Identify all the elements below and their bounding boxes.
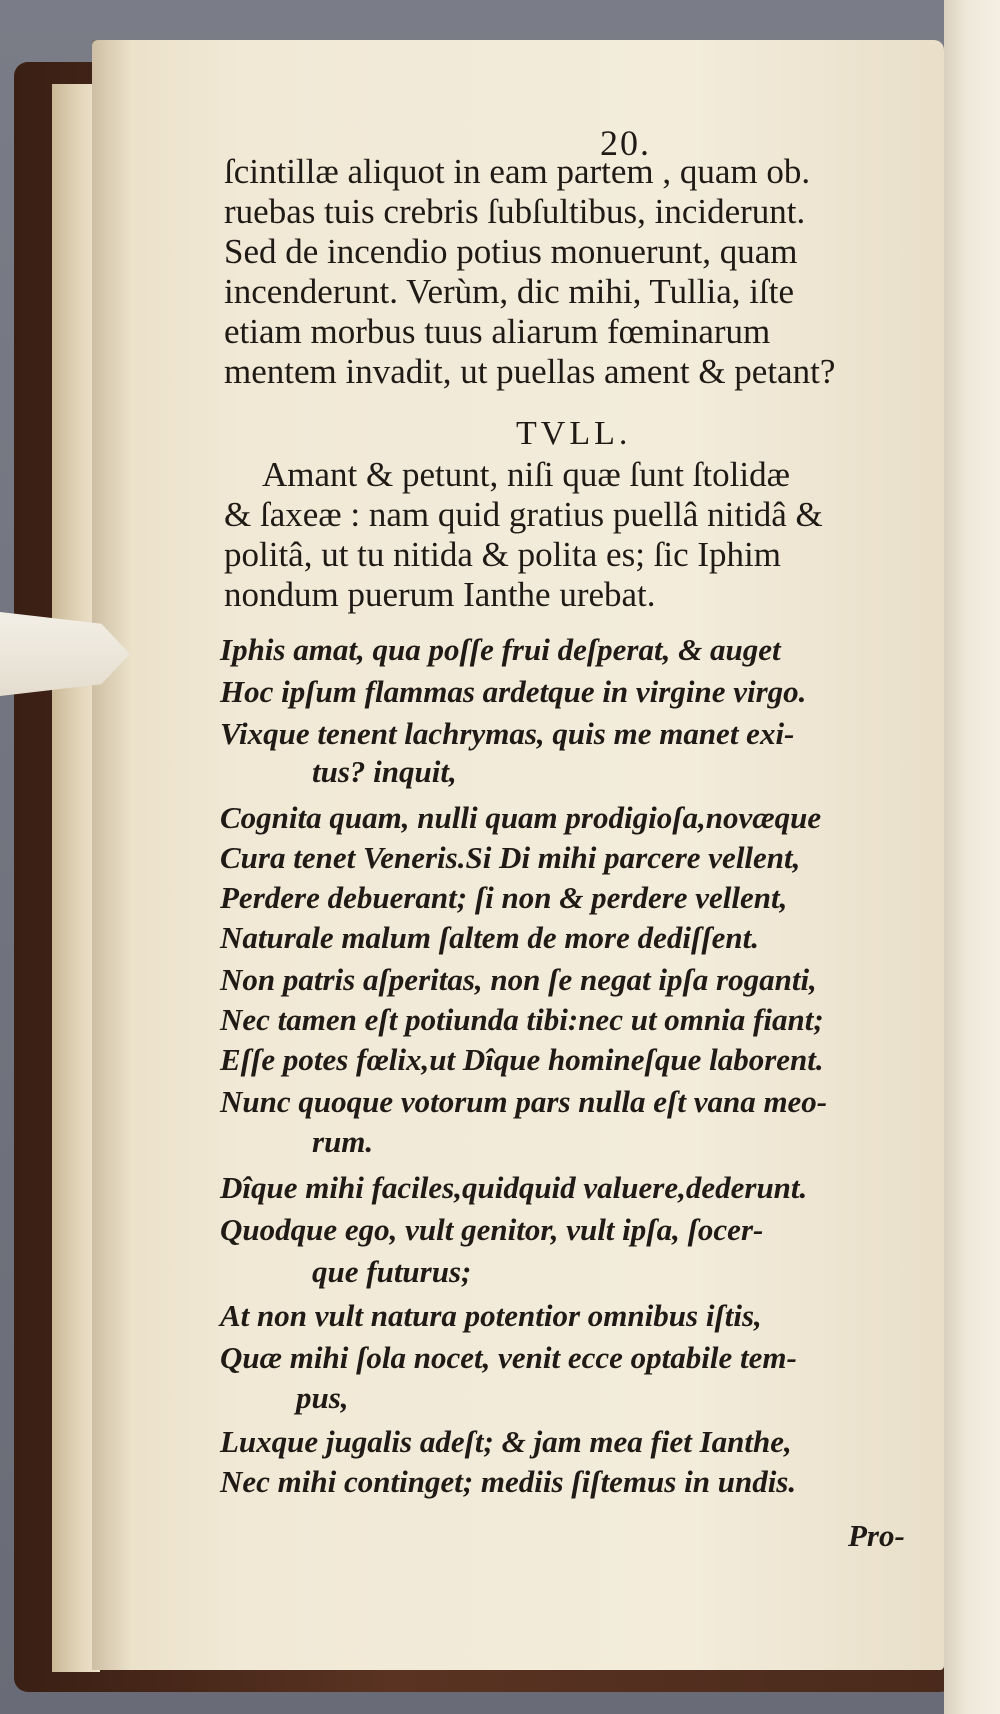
prose-line: & ſaxeæ : nam quid gratius puellâ nitidâ & <box>224 495 823 534</box>
verse-line: Dîque mihi faciles,quidquid valuere,dederunt. <box>220 1170 808 1205</box>
verse-line: Perdere debuerant; ſi non & perdere vellent, <box>220 880 788 915</box>
catchword: Pro- <box>848 1518 905 1553</box>
verse-line: Cognita quam, nulli quam prodigioſa,novæque <box>220 800 822 835</box>
verse-line: Hoc ipſum flammas ardetque in virgine virgo. <box>220 674 807 709</box>
verse-line: pus, <box>296 1380 349 1415</box>
prose-line: ruebas tuis crebris ſubſultibus, inciderunt. <box>224 192 806 231</box>
verse-line: Vixque tenent lachrymas, quis me manet exi- <box>220 716 795 751</box>
verse-line: Quæ mihi ſola nocet, venit ecce optabile tem- <box>220 1340 797 1375</box>
speaker-heading: TVLL. <box>516 415 632 452</box>
prose-line: ſcintillæ aliquot in eam partem , quam ob. <box>224 152 811 191</box>
page-number: 20. <box>600 123 651 163</box>
verse-line: Nec mihi continget; mediis ſiſtemus in undis. <box>220 1464 797 1499</box>
facing-page-edge <box>944 0 1000 1714</box>
verse-line: Iphis amat, qua poſſe frui deſperat, & auget <box>220 632 781 667</box>
verse-line: Nunc quoque votorum pars nulla eſt vana meo- <box>220 1084 828 1119</box>
verse-line: Non patris aſperitas, non ſe negat ipſa roganti, <box>220 962 817 997</box>
verse-line: Eſſe potes fœlix,ut Dîque homineſque laborent. <box>220 1042 824 1077</box>
verse-line: Nec tamen eſt potiunda tibi:nec ut omnia fiant; <box>220 1002 824 1037</box>
verse-line: Naturale malum ſaltem de more dediſſent. <box>220 920 760 955</box>
prose-line: mentem invadit, ut puellas ament & petant? <box>224 352 836 391</box>
verse-line: Luxque jugalis adeſt; & jam mea fiet Ianthe, <box>220 1424 792 1459</box>
verse-line: rum. <box>312 1124 374 1159</box>
verse-line: Quodque ego, vult genitor, vult ipſa, ſocer- <box>220 1212 764 1247</box>
prose-line: Sed de incendio potius monuerunt, quam <box>224 232 798 271</box>
verse-line: At non vult natura potentior omnibus iſtis, <box>220 1298 762 1333</box>
prose-line: incenderunt. Verùm, dic mihi, Tullia, iſte <box>224 272 794 311</box>
verse-line: tus? inquit, <box>312 754 457 789</box>
gutter-shadow <box>92 40 132 1670</box>
prose-line: etiam morbus tuus aliarum fœminarum <box>224 312 771 351</box>
verse-line: que futurus; <box>312 1254 472 1289</box>
prose-line: Amant & petunt, niſi quæ ſunt ſtolidæ <box>262 455 790 494</box>
prose-line: nondum puerum Ianthe urebat. <box>224 575 656 614</box>
prose-line: politâ, ut tu nitida & polita es; ſic Iphim <box>224 535 782 574</box>
verse-line: Cura tenet Veneris.Si Di mihi parcere vellent, <box>220 840 801 875</box>
